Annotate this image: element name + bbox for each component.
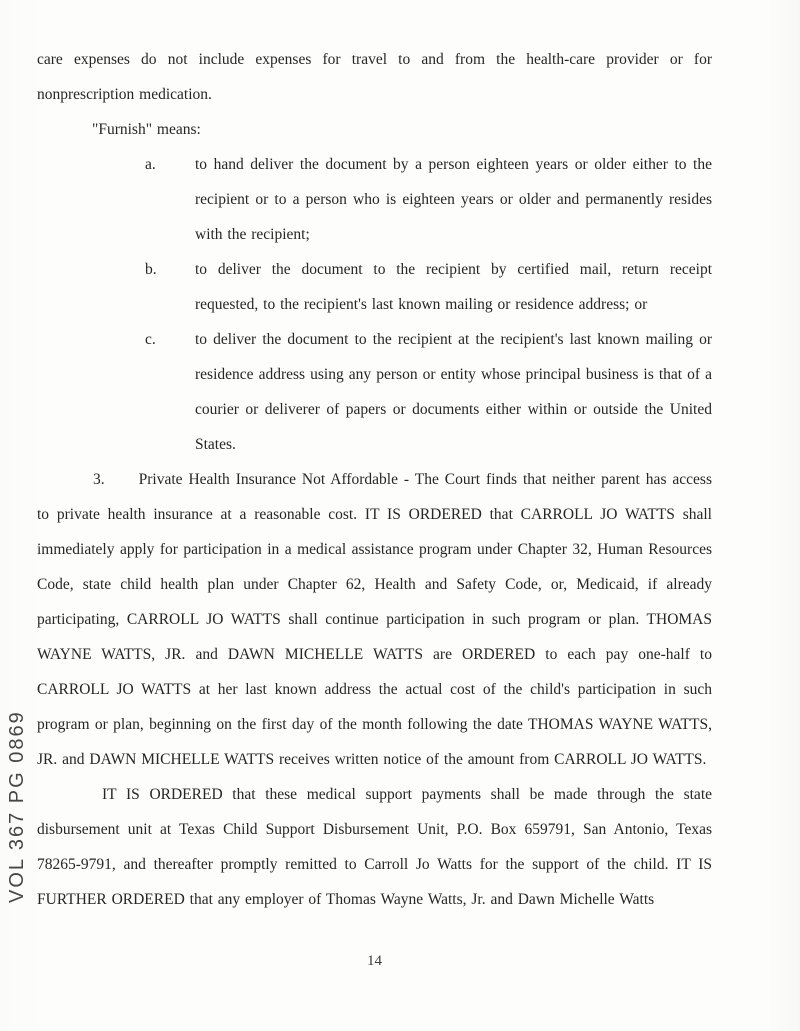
paragraph-3-text: Private Health Insurance Not Affordable - The Court finds that neither parent has access to private health insurance at a reasonable cost. IT IS ORDERED that CARROLL JO WATTS shall immediately apply for participation in a medical assistance program under Chapter 32, Human Resources Code, state child health plan under Chapter 62, Health and Safety Code, or, Medicaid, if already participating, CARROLL JO WATTS shall continue participation in such program or plan. THOMAS WAYNE WATTS, JR. and DAWN MICHELLE WATTS are ORDERED to each pay one-half to CARROLL JO WATTS at her last known address the actual cost of the child's participation in such program or plan, beginning on the first day of the month following the date THOMAS WAYNE WATTS, JR. and DAWN MICHELLE WATTS receives written notice of the amount from CARROLL JO WATTS. <box>37 471 712 768</box>
definition-item-c <box>37 322 712 462</box>
definition-marker-b: b. <box>145 261 157 278</box>
paragraph-4: IT IS ORDERED that these medical support payments shall be made through the state disbursement unit at Texas Child Support Disbursement Unit, P.O. Box 659791, San Antonio, Texas 78265-9791, and thereafter promptly remitted to Carroll Jo Watts for the support of the child. IT IS FURTHER ORDERED that any employer of Thomas Wayne Watts, Jr. and Dawn Michelle Watts <box>37 786 712 908</box>
definition-text-a: to hand deliver the document by a person eighteen years or older either to the recipient or to a person who is eighteen years or older and permanently resides with the recipient; <box>195 156 712 243</box>
definition-text-c: to deliver the document to the recipient at the recipient's last known mailing or residence address using any person or entity whose principal business is that of a courier or deliverer of papers or documents either within or outside the United States. <box>195 331 712 453</box>
page-number: 14 <box>367 953 382 969</box>
volume-page-stamp: VOL 367 PG 0869 <box>6 710 28 903</box>
definition-item-a <box>37 147 712 252</box>
definition-item-b <box>37 252 712 322</box>
intro-paragraph: care expenses do not include expenses for travel to and from the health-care provider or for nonprescription medication. <box>37 51 712 103</box>
paragraph-3 <box>37 462 712 777</box>
definition-text-b: to deliver the document to the recipient by certified mail, return receipt requested, to the recipient's last known mailing or residence address; or <box>195 261 712 313</box>
paragraph-3-number: 3. <box>93 471 105 488</box>
document-body <box>37 42 712 917</box>
definition-marker-a: a. <box>145 156 156 173</box>
definition-marker-c: c. <box>145 331 156 348</box>
furnish-definition-heading: "Furnish" means: <box>92 121 201 138</box>
